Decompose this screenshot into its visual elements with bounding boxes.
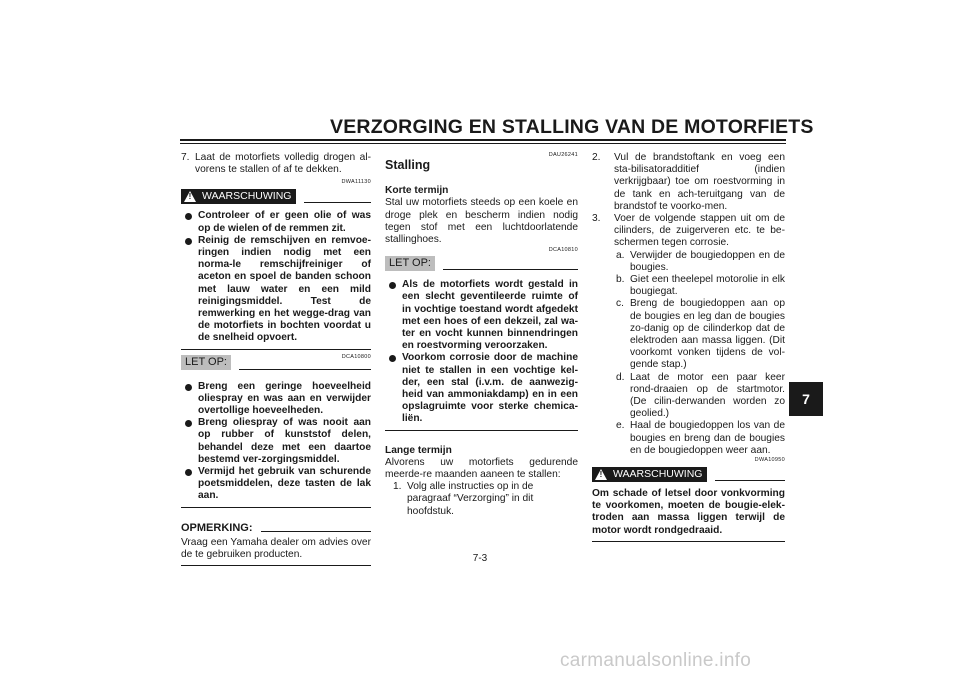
note-header <box>181 522 371 534</box>
warning-code: DWA10950 <box>754 457 785 464</box>
caution-list <box>385 279 578 425</box>
warning-triangle-icon: ! <box>184 191 196 202</box>
caution-list <box>181 381 371 503</box>
bullet-text: Reinig de remschijven en remvoe-ringen indien nodig met een norma-le remschijfreiniger of aceton en spoel de banden schoon met lauw water en een mild reinigingsmiddel. Test de remwerking en het wegge-drag van de motorfiets in bochten voordat u de snelheid opvoert. <box>198 234 371 344</box>
caution-header <box>385 255 578 271</box>
substep-e <box>616 420 785 457</box>
bullet-text: Vermijd het gebruik van schurende poetsmiddelen, deze tasten de lak aan. <box>198 466 371 502</box>
substep-letter: a. <box>616 249 625 261</box>
bullet-text: Controleer of er geen olie of was op de wielen of de remmen zit. <box>198 210 371 234</box>
warning-text: Om schade of letsel door vonkvorming te voorkomen, moeten de bougie-elek-troden aan massa liggen terwijl de motor wordt rondgedraaid. <box>592 488 785 536</box>
divider <box>261 531 372 532</box>
subheading-short-term: Korte termijn <box>385 185 449 197</box>
substep-text: Breng de bougiedoppen aan op de bougies en leg dan de bougies zo-danig op de cilinderkop dat de elektroden aan massa liggen. (Dit voorkomt vonken tijdens de vol-gende stap.) <box>630 298 785 371</box>
step-7 <box>181 152 371 176</box>
header-rule-thin <box>180 143 786 144</box>
bullet-icon <box>389 355 396 362</box>
divider <box>385 430 578 431</box>
substep-letter: d. <box>616 371 625 383</box>
bullet-item <box>181 210 371 234</box>
substep-letter: b. <box>616 274 625 286</box>
right-column <box>592 152 785 542</box>
note-label: OPMERKING: <box>181 521 253 534</box>
divider <box>443 269 578 270</box>
step-number: 7. <box>181 152 190 163</box>
divider <box>715 480 785 481</box>
caution-code: DCA10800 <box>341 353 371 360</box>
step-number: 2. <box>592 152 601 163</box>
divider <box>239 369 371 370</box>
caution-label: LET OP: <box>385 256 435 271</box>
bullet-icon <box>185 384 192 391</box>
caution-code: DCA10810 <box>548 247 578 254</box>
divider <box>592 541 785 542</box>
step-number: 3. <box>592 213 601 225</box>
bullet-icon <box>185 213 192 220</box>
section-heading: Stalling <box>385 158 431 172</box>
caution-label: LET OP: <box>181 355 231 370</box>
warning-label <box>181 189 296 204</box>
bullet-item <box>181 466 371 503</box>
divider <box>304 202 371 203</box>
bullet-item <box>181 417 371 466</box>
substep-text: Laat de motor een paar keer rond-draaien op de startmotor. (De cilin-derwanden worden zo geolied.) <box>630 371 785 420</box>
warning-label-text: WAARSCHUWING <box>613 467 703 480</box>
short-term-text: Stal uw motorfiets steeds op een koele en droge plek en bescherm indien nodig tegen stof met een luchtdoorlatende stallinghoes. <box>385 197 578 246</box>
bullet-item <box>181 381 371 418</box>
warning-code: DWA11130 <box>341 179 371 186</box>
bullet-text: Voorkom corrosie door de machine niet te stallen in een vochtige kel-der, een stal (i.v.m. de aanwezig-heid van ammoniakdamp) en in een opslagruimte voor sterke chemica-liën. <box>402 352 578 425</box>
note-text: Vraag een Yamaha dealer om advies over de te gebruiken producten. <box>181 536 371 561</box>
substep-letter: c. <box>616 298 624 310</box>
warning-label <box>592 467 707 482</box>
step-text: Laat de motorfiets volledig drogen al-vorens te stallen of af te dekken. <box>195 152 371 176</box>
bullet-text: Breng oliespray of was nooit aan op rubber of kunststof delen, behandel deze met een daartoe bestemd ver-zorgingsmiddel. <box>198 417 371 465</box>
divider <box>181 349 371 350</box>
chapter-tab: 7 <box>789 382 823 416</box>
page-title: VERZORGING EN STALLING VAN DE MOTORFIETS <box>330 116 814 138</box>
warning-list <box>181 210 371 344</box>
substep-text: Verwijder de bougiedoppen en de bougies. <box>630 249 785 273</box>
bullet-item <box>181 235 371 345</box>
step-text: Vul de brandstoftank en voeg een sta-bilisatoradditief (indien verkrijgbaar) toe om roestvorming in de tank en ach-teruitgang van de brandstof te voorko-men. <box>614 152 785 212</box>
bullet-icon <box>185 420 192 427</box>
bullet-icon <box>389 282 396 289</box>
bullet-icon <box>185 469 192 476</box>
bullet-item <box>385 352 578 425</box>
substep-b <box>616 274 785 298</box>
left-column <box>181 152 371 566</box>
warning-triangle-icon: ! <box>595 469 607 480</box>
warning-header <box>592 466 785 482</box>
substep-text: Giet een theelepel motorolie in elk bougiegat. <box>630 274 785 298</box>
section-code: DAU26241 <box>548 152 578 158</box>
warning-header <box>181 188 371 204</box>
bullet-icon <box>185 238 192 245</box>
bullet-text: Breng een geringe hoeveelheid oliespray en was aan en verwijder overtollige hoeveelheden. <box>198 380 371 417</box>
substep-d <box>616 372 785 421</box>
substep-letter: e. <box>616 420 625 432</box>
step-text: Volg alle instructies op in de paragraaf “Verzorging” in dit hoofdstuk. <box>407 481 534 517</box>
substep-a <box>616 250 785 274</box>
divider <box>181 565 371 566</box>
middle-column <box>385 152 578 518</box>
bullet-text: Als de motorfiets wordt gestald in een slecht geventileerde ruimte of in vochtige toestand wordt afgedekt met een hoes of een dekzeil, zal wa-ter en vocht kunnen binnendringen en roestvorming veroorzaken. <box>402 279 578 352</box>
warning-label-text: WAARSCHUWING <box>202 189 292 202</box>
step-3 <box>592 213 785 250</box>
long-term-text: Alvorens uw motorfiets gedurende meerde-re maanden aaneen te stallen: <box>385 456 578 481</box>
substep-text: Haal de bougiedoppen los van de bougies en breng dan de bougies en de bougiedoppen weer aan. <box>630 420 785 456</box>
step-number: 1. <box>393 481 402 493</box>
page-number: 7-3 <box>472 553 488 564</box>
substep-c <box>616 298 785 371</box>
divider <box>181 507 371 508</box>
bullet-item <box>385 279 578 352</box>
step-1 <box>393 481 578 518</box>
watermark: carmanualsonline.info <box>560 650 752 671</box>
header-rule <box>180 139 786 141</box>
subheading-long-term: Lange termijn <box>385 444 452 456</box>
step-2 <box>592 152 785 213</box>
step-text: Voer de volgende stappen uit om de cilinders, de zuigerveren etc. te be-schermen tegen corrosie. <box>614 213 785 249</box>
